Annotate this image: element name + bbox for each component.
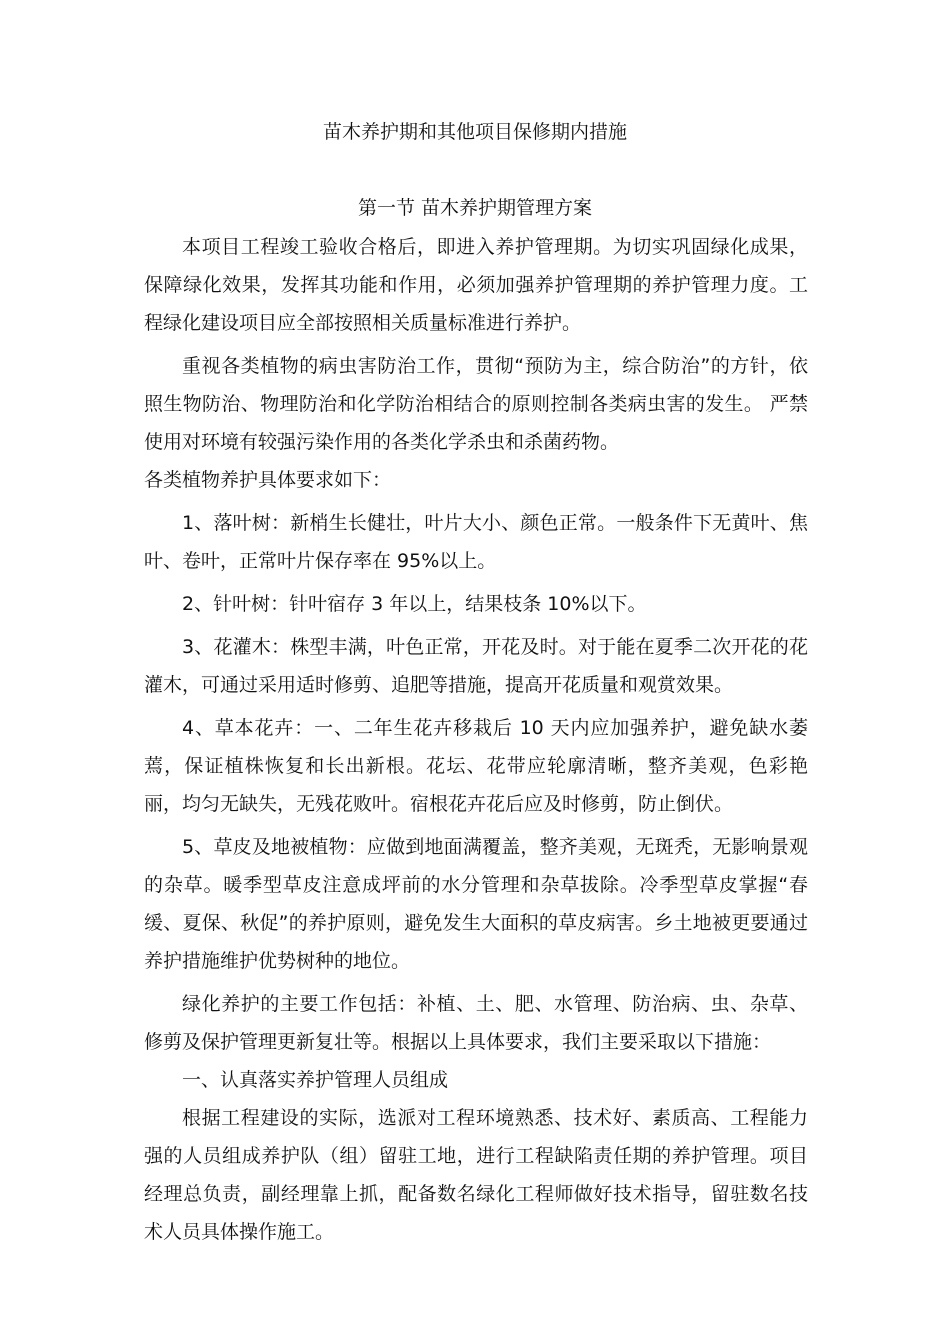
list-item-conifer: 2、针叶树：针叶宿存 3 年以上，结果枝条 10%以下。 [182, 593, 647, 615]
section-title: 第一节 苗木养护期管理方案 [357, 197, 593, 219]
list-item-deciduous: 1、落叶树：新梢生长健壮，叶片大小、颜色正常。一般条件下无黄叶、焦叶、卷叶，正常叶片保存率在 95%以上。 [144, 512, 808, 572]
document-body [144, 228, 808, 1251]
paragraph-staffing: 根据工程建设的实际，选派对工程环境熟悉、技术好、素质高、工程能力强的人员组成养护队（组）留驻工地，进行工程缺陷责任期的养护管理。项目经理总负责，副经理靠上抓，配备数名绿化工程师做好技术指导，留驻数名技术人员具体操作施工。 [144, 1107, 808, 1243]
paragraph-main-work: 绿化养护的主要工作包括：补植、土、肥、水管理、防治病、虫、杂草、修剪及保护管理更新复壮等。根据以上具体要求，我们主要采取以下措施： [144, 993, 808, 1053]
list-item-shrub: 3、花灌木：株型丰满，叶色正常，开花及时。对于能在夏季二次开花的花灌木，可通过采用适时修剪、追肥等措施，提高开花质量和观赏效果。 [144, 636, 808, 696]
paragraph-requirements-heading: 各类植物养护具体要求如下： [144, 469, 392, 491]
list-item-turf: 5、草皮及地被植物：应做到地面满覆盖，整齐美观，无斑秃，无影响景观的杂草。暖季型草皮注意成坪前的水分管理和杂草拔除。冷季型草皮掌握“春缓、夏保、秋促”的养护原则，避免发生大面积的草皮病害。乡土地被更要通过养护措施维护优势树种的地位。 [144, 836, 808, 972]
subsection-heading-staffing: 一、认真落实养护管理人员组成 [182, 1069, 449, 1091]
document-title: 苗木养护期和其他项目保修期内措施 [322, 121, 627, 143]
paragraph-pest-control: 重视各类植物的病虫害防治工作，贯彻“预防为主，综合防治”的方针，依照生物防治、物理防治和化学防治相结合的原则控制各类病虫害的发生。 严禁使用对环境有较强污染作用的各类化学杀虫和杀菌药物。 [144, 355, 808, 453]
list-item-herbaceous: 4、草本花卉：一、二年生花卉移栽后 10 天内应加强养护，避免缺水萎蔫，保证植株恢复和长出新根。花坛、花带应轮廓清晰，整齐美观，色彩艳丽，均匀无缺失，无残花败叶。宿根花卉花后应及时修剪，防止倒伏。 [144, 717, 808, 815]
paragraph-intro: 本项目工程竣工验收合格后，即进入养护管理期。为切实巩固绿化成果，保障绿化效果，发挥其功能和作用，必须加强养护管理期的养护管理力度。工程绿化建设项目应全部按照相关质量标准进行养护。 [144, 236, 808, 334]
